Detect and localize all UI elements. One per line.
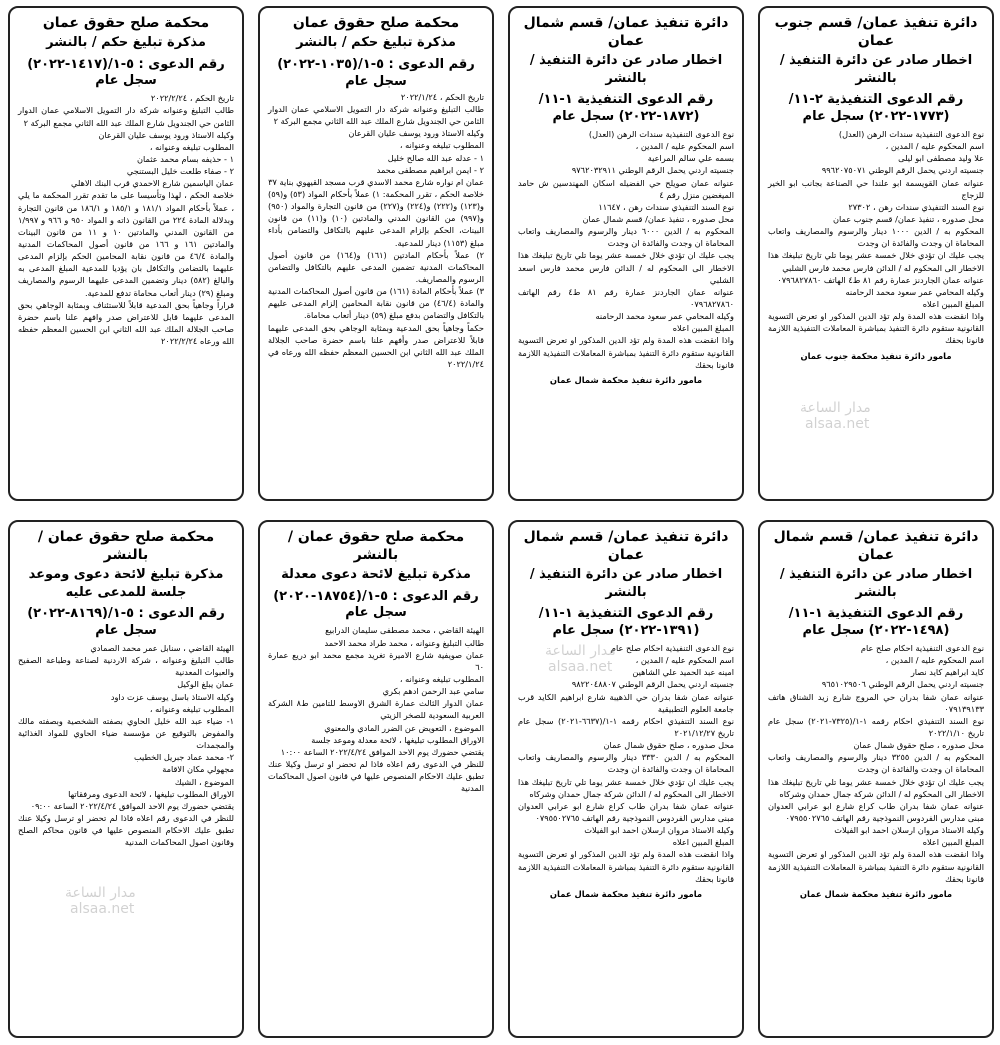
notice-line: الهيئة القاضي ، سنابل عمر محمد الصمادي	[90, 643, 234, 654]
notice-line: الاوراق المطلوب تبليغها ، لائحة معدلة وموعد جلسة	[311, 734, 484, 745]
notice-line: المطلوب تبليغه وعنوانه ،	[399, 140, 484, 151]
notice-footer: مامور دائرة تنفيذ محكمة شمال عمان	[799, 888, 953, 899]
notice-line: المطلوب تبليغه وعنوانه ،	[149, 703, 234, 714]
notice-line: نوع السند التنفيذي احكام رقمه ١-١/(٦٦٣٧-٢٠٢١) سجل عام تاريخ ٢٠٢١/١٢/٢٧	[518, 715, 734, 738]
notice-line: عنوانه عمان القويسمة ابو علندا حي الصناعة بجانب ابو الخير للزجاج	[768, 177, 984, 200]
notice-line: مجهولي مكان الاقامة	[162, 764, 234, 775]
notice-line: عنوانه عمان الجاردنز عمارة رقم ٨١ ط٤ الهاتف ٠٧٩٦٨٢٧٨٦٠	[777, 274, 984, 285]
notice-line: نوع الدعوى التنفيذية احكام صلح عام	[860, 643, 984, 654]
notice-line: اسم المحكوم عليه / المدين ،	[635, 141, 734, 152]
notice-line: ١ - حذيفه بسام محمد عثمان	[137, 153, 234, 164]
notice-line: عمان ام نواره شارع محمد الاسدي قرب مسجد القيهوي بناية ٣٧	[268, 176, 484, 187]
notice-line: طالب التبليغ وعنوانه ، شركة الاردنية لصناعة وطباعة الصفيح والعبوات المعدنية	[18, 655, 234, 678]
notice-claim-hearing-8169	[8, 520, 244, 1038]
notice-line: المحكوم به / الدين ٣٣٣٠ دينار والرسوم والمصاريف واتعاب المحاماة ان وجدت والفائدة ان وجدت	[518, 752, 735, 775]
notice-line: الهيئة القاضي ، محمد مصطفى سليمان الدرابيع	[325, 625, 484, 636]
notice-line: اسم المحكوم عليه / المدين ،	[635, 655, 734, 666]
notice-line: محل صدوره ، تنفيذ عمان/ قسم شمال عمان	[582, 214, 734, 224]
notice-court-judgment-1035	[258, 6, 494, 501]
notice-line: ٢ - ايمن ابراهيم مصطفى محمد	[376, 164, 484, 175]
notice-line: المبلغ المبين اعلاه	[672, 837, 734, 848]
case-register: (١٣٩١-٢٠٢٢) سجل عام	[552, 623, 700, 639]
notice-line: ١- ضياء عبد الله خليل الحاوي بصفته الشخصية وبصفته مالك والمفوض بالتوقيع عن مؤسسة ضياء الحاوي للمواد الغذائية والمجمدات	[18, 715, 234, 751]
notice-amended-claim-18754	[258, 520, 494, 1038]
notice-line: وكيله المحامي عمر سعود محمد الرحامنه	[845, 286, 984, 297]
notice-line: جنسيته اردني يحمل الرقم الوطني ٩٦٥١٠٢٩٥٠٦	[821, 679, 984, 690]
notice-line: بسمه علي سالم المراعية	[647, 153, 734, 164]
notice-line: ٣) عملاً بأحكام المادة (١٦١) من قانون أصول المحاكمات المدنية والمادة (٤٦/٤) من قانون نقابة المحامين إلزام المدعى عليهم بالتكافل والتضامن بدفع مبلغ (٥٩) دينار أتعاب محاماة.	[268, 286, 484, 321]
notice-line: للنظر في الدعوى رقم اعلاه فاذا لم تحضر او ترسل وكيلا عنك تطبق عليك الاحكام المنصوص عليها في قانون اصول المحاكمات المدنية	[268, 759, 484, 794]
notice-line: علا وليد مصطفى ابو ليلى	[898, 153, 984, 164]
notice-body	[268, 624, 484, 794]
notice-line: محل صدوره ، صلح حقوق شمال عمان	[853, 740, 984, 751]
notice-line: عنوانه عمان شفا بدران حي المروج شارع زيد الشناق هاتف ٠٧٩١٣٩١٣٣	[768, 691, 984, 714]
notice-line: محل صدوره ، تنفيذ عمان/ قسم جنوب عمان	[833, 214, 984, 224]
notice-title: دائرة تنفيذ عمان/ قسم شمال عمان	[523, 15, 729, 50]
case-number: رقم الدعوى التنفيذية ١-١١/	[788, 606, 964, 622]
notice-line: عنوانه عمان الجاردنز عمارة رقم ٨١ ط٤ رقم الهاتف ٠٧٩٦٨٢٧٨٦٠	[518, 286, 734, 309]
notice-line: اسم المحكوم عليه / المدين ،	[885, 655, 984, 666]
notice-line: يجب عليك ان تؤدي خلال خمسة عشر يوما تلي تاريخ تبليغك هذا الاخطار الى المحكوم له / الدائن فارس محمد فارس اسعد الشلبي	[518, 250, 734, 285]
notice-line: ٢- محمد عماد جبريل الخطيب	[133, 752, 234, 763]
notice-line: يقتضي حضورك يوم الاحد الموافق ٢٠٢٢/٤/٢٤ الساعة ١٠:٠٠	[280, 746, 484, 757]
case-register: (١٧٧٣-٢٠٢٢) سجل عام	[802, 109, 950, 125]
notice-line: يجب عليك ان تؤدي خلال خمسة عشر يوما تلي تاريخ تبليغك هذا الاخطار الى المحكوم له / الدائن فارس محمد فارس الشلبي	[768, 250, 984, 273]
notice-line: قراراً وجاهياً بحق المدعية قابلاً للاستئناف وبمثابة الوجاهي بحق المدعى عليهما قابل للاعتراض صدر وافهم علنا باسم حضرة صاحب الجلالة الملك عبد الله الثاني ابن الحسين المعظم حفظه الله ورعاه ٢٠٢٢/٢/٢٤	[18, 299, 234, 347]
notice-line: جنسيته اردني يحمل الرقم الوطني ٩٨٢٢٠٤٨٨٠٧	[571, 679, 734, 690]
notice-body	[518, 128, 734, 371]
notice-line: عمان الدوار الثالث عمارة الشرق الاوسط للتامين ط٨ الشركة العربية السعودية للصخر الزيتي	[268, 698, 484, 721]
notice-line: خلاصة الحكم ، لهذا وتأسيسا على ما تقدم تقرر المحكمة ما يلي ، عملاً بأحكام المواد ١٨١/١ و ١٨٥/١ و ١٨٦/١ من قانون التجارة وبدلالة المادة ٢٢٤ من القانون ذاته و المواد ٩٥٠ و ٩٦٦ و ١/٩٩٧ من القانون المدني والمادتين ١٠ و ١١ من قانون البينات والمادتين ١٦١ و ١٦٦ من قانون أصول المحاكمات المدنية والمادة ٤٦/٤ من قانون نقابة المحامين الحكم بإلزام المدعى عليهما بالتضامن والتكافل بان يؤديا للمدعية المبلغ المدعى به والبالغ (٥٨٢) دينار وتضمين المدعى عليهما الرسوم والمصاريف ومبلغ (٢٩) دينار أتعاب محاماة تدفع للمدعية.	[18, 190, 234, 298]
notice-line: وكيله الاستاذ مروان ارسلان احمد ابو الفيلات	[834, 825, 984, 836]
case-register: (١٤٩٨-٢٠٢٢) سجل عام	[802, 623, 950, 639]
notice-line: امينه عبد الحميد علي الشاهين	[632, 667, 734, 678]
notice-title: محكمة صلح حقوق عمان / بالنشر	[37, 529, 215, 564]
notice-body	[268, 91, 484, 370]
notice-line: ٢) عملاً بأحكام المادتين (١٦١) و(١٦٤) من قانون أصول المحاكمات المدنية تضمين المدعى عليهم بالتكافل والتضامن الرسوم والمصاريف.	[268, 249, 484, 284]
notice-south-amman-1773	[758, 6, 994, 501]
notice-body	[18, 642, 234, 848]
notice-title: دائرة تنفيذ عمان/ قسم شمال عمان	[773, 529, 979, 564]
notice-line: نوع الدعوى التنفيذية سندات الرهن (العدل)	[838, 129, 984, 140]
notice-title: دائرة تنفيذ عمان/ قسم شمال عمان	[523, 529, 729, 564]
notice-footer: مامور دائرة تنفيذ محكمة شمال عمان	[549, 374, 703, 385]
notice-line: يجب عليك ان تؤدي خلال خمسة عشر يوما تلي تاريخ تبليغك هذا الاخطار الى المحكوم له / الدائن شركة جمال حمدان وشركاه	[768, 776, 984, 799]
notice-north-amman-1391	[508, 520, 744, 1038]
notice-line: نوع الدعوى التنفيذية سندات الرهن (العدل)	[588, 129, 734, 140]
notice-line: عنوانه عمان شفا بدران طاب كراع شارع ابو عرابي العدوان مبنى مدارس الفردوس النموذجية رقم الهاتف ٠٧٩٥٥٠٢٧٦٥	[768, 800, 984, 823]
case-number: رقم الدعوى التنفيذية ٢-١١/	[788, 92, 964, 108]
notice-line: وكيله الاستاذ باسل يوسف عزت داود	[110, 691, 234, 702]
notice-line: المبلغ المبين اعلاه	[922, 298, 984, 309]
case-number: رقم الدعوى : ٥-١/(٨١٦٩-٢٠٢٢)	[27, 606, 225, 622]
notice-line: وكيله الاستاذ ورود يوسف عليان القرعان	[348, 128, 484, 139]
notice-subtitle: اخطار صادر عن دائرة التنفيذ / بالنشر	[529, 567, 723, 600]
notice-line: طالب التبليغ وعنوانه شركة دار التمويل الاسلامي عمان الدوار الثامن حي الجندويل شارع الملك عبد الله الثاني مجمع البركة ٢	[18, 105, 234, 128]
notice-line: الموضوع ، الشيك	[174, 776, 234, 787]
notice-line: ١ - عدله عبد الله صالح خليل	[387, 152, 484, 163]
notice-line: واذا انقضت هذه المدة ولم تؤد الدين المذكور او تعرض التسوية القانونية ستقوم دائرة التنفيذ بمباشرة المعاملات التنفيذية اللازمة قانونا بحقك	[518, 335, 734, 370]
notice-line: نوع السند التنفيذي سندات رهن ، ١١٦٤٧	[598, 201, 734, 212]
case-register: سجل عام	[345, 605, 407, 621]
notice-line: يجب عليك ان تؤدي خلال خمسة عشر يوما تلي تاريخ تبليغك هذا الاخطار الى المحكوم له / الدائن شركة جمال حمدان وشركاه	[518, 776, 734, 799]
notice-line: المبلغ المبين اعلاه	[672, 323, 734, 334]
case-register: سجل عام	[95, 73, 157, 89]
notice-line: خلاصة الحكم ، تقرر المحكمة: ١) عملاً بأحكام المواد (٥٣) و(٥٩) و(١٢٣) و(٢٢٢) و(٢٢٤) و(٢٢٧) من قانون التجارة والمواد (٩٥٠) و(٩٩٧) من القانون المدني والمادتين (١٠) و(١١) من قانون البينات، الحكم بإلزام المدعى عليهم بالتكافل والتضامن بأداء مبلغ (١١٥٣) دينار للمدعية.	[268, 188, 484, 248]
notice-line: تاريخ الحكم ، ٢٠٢٢/١/٢٤	[400, 91, 484, 102]
notice-subtitle: اخطار صادر عن دائرة التنفيذ / بالنشر	[529, 53, 723, 86]
notice-line: واذا انقضت هذه المدة ولم تؤد الدين المذكور او تعرض التسوية القانونية ستقوم دائرة التنفيذ بمباشرة المعاملات التنفيذية اللازمة قانونا بحقك	[518, 849, 734, 884]
notice-line: عنوانه عمان صويلح حي الفضيله اسكان المهندسين ش حامد الميغضين منزل رقم ٤	[518, 177, 734, 200]
notice-title: محكمة صلح حقوق عمان / بالنشر	[287, 529, 465, 564]
notice-line: الاوراق المطلوب تبليغها ، لائحة الدعوى ومرفقاتها	[68, 788, 234, 799]
notice-line: نوع السند التنفيذي احكام رقمه ١-١/(٧٣٢٥-٢٠٢١) سجل عام تاريخ ٢٠٢٢/١/١٠	[768, 715, 984, 738]
notice-body	[518, 642, 734, 885]
notice-line: اسم المحكوم عليه / المدين ،	[885, 141, 984, 152]
notice-line: المطلوب تبليغه وعنوانه ،	[149, 141, 234, 152]
notice-line: نوع الدعوى التنفيذية احكام صلح عام	[610, 643, 734, 654]
notice-body	[768, 642, 984, 885]
notice-court-judgment-1417	[8, 6, 244, 501]
notice-body	[18, 92, 234, 347]
notice-title: محكمة صلح حقوق عمان	[42, 15, 210, 31]
notice-line: عمان الياسمين شارع الاحمدي قرب البنك الاهلي	[71, 178, 234, 189]
notice-line: وكيله المحامي عمر سعود محمد الرحامنه	[595, 311, 734, 322]
notice-subtitle: اخطار صادر عن دائرة التنفيذ / بالنشر	[779, 53, 973, 86]
notice-line: واذا انقضت هذه المدة ولم تؤد الدين المذكور او تعرض التسوية القانونية ستقوم دائرة التنفيذ بمباشرة المعاملات التنفيذية اللازمة قانونا بحقك	[768, 849, 984, 884]
notice-subtitle: مذكرة تبليغ لائحة دعوى وموعد جلسة للمدعى عليه	[28, 567, 224, 600]
notice-title: محكمة صلح حقوق عمان	[292, 15, 460, 31]
notice-subtitle: مذكرة تبليغ حكم / بالنشر	[296, 35, 456, 51]
notice-line: كايد ابراهيم كايد نصار	[910, 667, 984, 678]
case-number: رقم الدعوى : ٥-١/(١٠٣٥-٢٠٢٢) سجل عام	[277, 56, 475, 90]
notice-line: محل صدوره ، صلح حقوق شمال عمان	[603, 740, 734, 751]
notice-line: واذا انقضت هذه المدة ولم تؤد الدين المذكور او تعرض التسوية القانونية ستقوم دائرة التنفيذ بمباشرة المعاملات التنفيذية اللازمة قانونا بحقك	[768, 311, 984, 346]
notice-footer: مامور دائرة تنفيذ محكمة جنوب عمان	[800, 350, 952, 361]
notice-line: المحكوم به / الدين ١٠٠٠ دينار والرسوم والمصاريف واتعاب المحاماة ان وجدت والفائدة ان وجدت	[768, 226, 985, 249]
notice-subtitle: مذكرة تبليغ حكم / بالنشر	[46, 35, 206, 51]
case-register: سجل عام	[95, 623, 157, 639]
notice-north-amman-1498	[758, 520, 994, 1038]
notice-footer: مامور دائرة تنفيذ محكمة شمال عمان	[549, 888, 703, 899]
notice-line: وكيله الاستاذ مروان ارسلان احمد ابو الفيلات	[584, 825, 734, 836]
notice-line: المحكوم به / الدين ٦٠٠٠ دينار والرسوم والمصاريف واتعاب المحاماة ان وجدت والفائدة ان وجدت	[518, 226, 735, 249]
notice-line: جنسيته اردني يحمل الرقم الوطني ٩٧٦٢٠٣٢٩١١	[571, 165, 734, 176]
case-register: (١٨٧٢-٢٠٢٢) سجل عام	[552, 109, 700, 125]
case-number: رقم الدعوى : ٥-١/(١٨٧٥٤-٢٠٢٠)	[273, 588, 479, 604]
notice-line: المطلوب تبليغه وعنوانه ،	[399, 674, 484, 685]
notice-line: عمان صويفية شارع الاميرة تغريد مجمع محمد ابو دريع عمارة ٦٠	[268, 649, 484, 672]
notice-line: تاريخ الحكم ، ٢٠٢٢/٢/٢٤	[150, 93, 234, 104]
notice-line: يقتضي حضورك يوم الاحد الموافق ٢٠٢٢/٤/٢٤ الساعة ٠٩:٠٠	[30, 800, 234, 811]
notice-subtitle: اخطار صادر عن دائرة التنفيذ / بالنشر	[779, 567, 973, 600]
notice-line: ٢ - صفاء طلعت خليل البستنجي	[126, 166, 234, 177]
notice-line: عنوانه عمان شفا بدران حي الذهيبة شارع ابراهيم الكايد قرب جامعة العلوم التطبيقية	[518, 691, 734, 714]
notice-subtitle: مذكرة تبليغ لائحة دعوى معدلة	[281, 567, 471, 583]
notice-line: نوع السند التنفيذي سندات رهن ، ٢٧٣٠٢	[848, 201, 984, 212]
notice-line: عنوانه عمان شفا بدران طاب كراع شارع ابو عرابي العدوان مبنى مدارس الفردوس النموذجية رقم الهاتف ٠٧٩٥٥٠٢٧٦٥	[518, 800, 734, 823]
notice-line: طالب التبليغ وعنوانه شركة دار التمويل الاسلامي عمان الدوار الثامن حي الجندويل شارع الملك عبد الله الثاني مجمع البركة ٢	[268, 103, 484, 127]
notice-line: جنسيته اردني يحمل الرقم الوطني ٩٩٦٢٠٧٥٠٧١	[821, 165, 984, 176]
notice-line: الموضوع ، التعويض عن الضرر المادي والمعنوي	[324, 722, 484, 733]
notice-line: وكيله الاستاذ ورود يوسف عليان القرعان	[98, 129, 234, 140]
notice-line: المبلغ المبين اعلاه	[922, 837, 984, 848]
notice-line: طالب التبليغ وعنوانه ، محمد طراد محمد الاحمد	[324, 637, 484, 648]
notice-line: سامي عبد الرحمن ادهم بكري	[382, 686, 484, 697]
notice-line: عمان يبلغ الوكيل	[177, 679, 234, 690]
notice-line: المحكوم به / الدين ٣٢٥٥ دينار والرسوم والمصاريف واتعاب المحاماة ان وجدت والفائدة ان وجدت	[768, 752, 985, 775]
notice-line: حكماً وجاهياً بحق المدعية وبمثابة الوجاهي بحق المدعى عليهما قابلاً للاعتراض صدر وأفهم علنا باسم حضرة صاحب الجلالة الملك عبد الله الثاني ابن الحسين المعظم حفظه الله ورعاه في ٢٠٢٢/١/٢٤	[268, 322, 484, 369]
notice-body	[768, 128, 984, 347]
notice-title: دائرة تنفيذ عمان/ قسم جنوب عمان	[774, 15, 978, 50]
notice-north-amman-1872	[508, 6, 744, 501]
case-number: رقم الدعوى : ٥-١/(١٤١٧-٢٠٢٢)	[27, 56, 225, 72]
case-number: رقم الدعوى التنفيذية ١-١١/	[538, 606, 714, 622]
case-number: رقم الدعوى التنفيذية ١-١١/	[538, 92, 714, 108]
notice-line: للنظر في الدعوى رقم اعلاه فاذا لم تحضر او ترسل وكيلا عنك تطبق عليك الاحكام المنصوص عليها في قانون محاكم الصلح وقانون اصول المحاكمات المدنية	[18, 812, 234, 848]
